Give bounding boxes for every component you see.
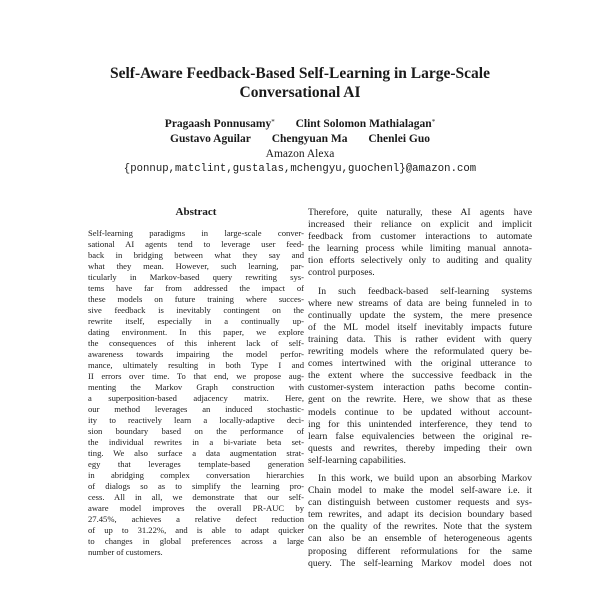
author-name: Chengyuan Ma <box>271 133 348 145</box>
text-line: on the quality of the rewrites. Note that the system <box>308 521 532 533</box>
authors-row-2 <box>0 132 600 147</box>
text-line: can also be an ensemble of heterogeneous agents <box>308 533 532 545</box>
text-line: the learning process while limiting manual annota- <box>308 243 532 255</box>
text-line: rewrite itself, especially in a continually up- <box>88 316 304 326</box>
text-line: where new streams of data are being funneled in to <box>308 297 532 309</box>
text-line: tem rewrites, and adapt its decision boundary based <box>308 509 532 521</box>
text-line: number of customers. <box>88 547 163 557</box>
body-paragraph-3 <box>308 473 532 570</box>
author-name: Chenlei Guo <box>368 133 430 145</box>
text-line: tems have far from addressed the impact of <box>88 283 304 293</box>
text-line: tion efforts selectively only to auditing and quality <box>308 255 532 267</box>
author-name: Clint Solomon Mathialagan* <box>295 118 436 130</box>
text-line: dating environment. In this paper, we explore <box>88 327 304 337</box>
text-line: rewriting models where the reformulated query be- <box>308 346 532 358</box>
body-paragraph-1 <box>308 207 532 280</box>
text-line: mance, ultimately resulting in both Type I and <box>88 360 304 370</box>
text-line: in abridging complex conversation hierarchies <box>88 470 304 480</box>
text-line: aware model improves the overall PR-AUC by <box>88 503 304 513</box>
text-line: In such feedback-based self-learning systems <box>318 285 532 297</box>
author-name: Gustavo Aguilar <box>170 133 251 145</box>
title-line-2: Conversational AI <box>239 84 361 101</box>
text-line: sive feedback is inevitably contingent on the <box>88 305 304 315</box>
text-line: query. The self-learning Markov model does not <box>308 557 532 569</box>
text-line: learn false equivalencies between the original re- <box>308 430 532 442</box>
text-line: egy that leverages template-based generation <box>88 459 304 469</box>
affiliation: Amazon Alexa <box>265 148 335 160</box>
text-line: back in bridging between what they say and <box>88 250 304 260</box>
text-line: II errors over time. To that end, we propose aug- <box>88 371 304 381</box>
text-line: of up to 31.22%, and is able to adapt quicker <box>88 525 304 535</box>
text-line: customer-system interaction paths become contin- <box>308 382 532 394</box>
text-line: of dialogs so as to simplify the learning pro- <box>88 481 304 491</box>
text-line: a superposition-based adjacency matrix. Here, <box>88 393 304 403</box>
text-line: what they mean. However, such learning, par- <box>88 261 304 271</box>
text-line: sion boundary based on the performance of <box>88 426 304 436</box>
text-line: the consequences of this inherent lack of self- <box>88 338 304 348</box>
text-line: ticularly in Markov-based query rewriting sys- <box>88 272 304 282</box>
text-line: quests and rewrites, thereby impeding their own <box>308 442 532 454</box>
body-paragraph-2 <box>308 286 532 467</box>
text-line: control purposes. <box>308 267 375 279</box>
text-line: of the ML model itself inevitably impacts future <box>308 321 532 333</box>
text-line: to changes in global preferences across a large <box>88 536 304 546</box>
text-line: cess. All in all, we demonstrate that our self- <box>88 492 304 502</box>
author-name: Pragaash Ponnusamy* <box>164 118 275 130</box>
text-line: ity to reactively learn a locally-adaptive deci- <box>88 415 304 425</box>
text-line: feedback from customer interactions to automate <box>308 231 532 243</box>
text-line: these models on future training where succes- <box>88 294 304 304</box>
text-line: increased their reliance on explicit and implicit <box>308 219 532 231</box>
text-line: sational AI agents tend to leverage user feed- <box>88 239 304 249</box>
text-line: can distinguish between customer requests and sys- <box>308 497 532 509</box>
author-block <box>0 117 600 177</box>
text-line: our method leverages an induced stochastic- <box>88 404 304 414</box>
text-line: continually update the system, the mere presence <box>308 309 532 321</box>
authors-row-1 <box>0 117 600 132</box>
body-column <box>308 207 532 570</box>
text-line: training data. This is rather evident with query <box>308 333 532 345</box>
abstract-body <box>88 228 304 558</box>
text-line: comes intertwined with the original utterance to <box>308 358 532 370</box>
text-line: ing for this unintended interference, they tend to <box>308 418 532 430</box>
abstract-heading: Abstract <box>175 206 217 218</box>
text-line: self-learning capabilities. <box>308 454 406 466</box>
text-line: Therefore, quite naturally, these AI agents have <box>308 207 532 218</box>
text-line: Chain model to make the model self-aware i.e. it <box>308 485 532 497</box>
paper-title <box>0 64 600 102</box>
text-line: ting. We also surface a data augmentation strat- <box>88 448 304 458</box>
text-line: In this work, we build upon an absorbing Markov <box>318 472 532 484</box>
author-emails: {ponnup,matclint,gustalas,mchengyu,guochenl}@amazon.com <box>123 163 477 175</box>
text-line: awareness towards impairing the model perfor- <box>88 349 304 359</box>
text-line: proposing different reformulations for the same <box>308 545 532 557</box>
text-line: Self-learning paradigms in large-scale conver- <box>88 228 304 238</box>
text-line: models continue to be updated without account- <box>308 406 532 418</box>
title-line-1: Self-Aware Feedback-Based Self-Learning in Large-Scale <box>110 65 490 82</box>
text-line: the individual rewrites in a bi-variate beta set- <box>88 437 304 447</box>
text-line: the extent where the successive feedback in the <box>308 370 532 382</box>
text-line: menting the Markov Graph construction with <box>88 382 304 392</box>
text-line: gent on the rewrite. Here, we show that as these <box>308 394 532 406</box>
text-line: 27.45%, achieves a relative defect reduction <box>88 514 304 524</box>
